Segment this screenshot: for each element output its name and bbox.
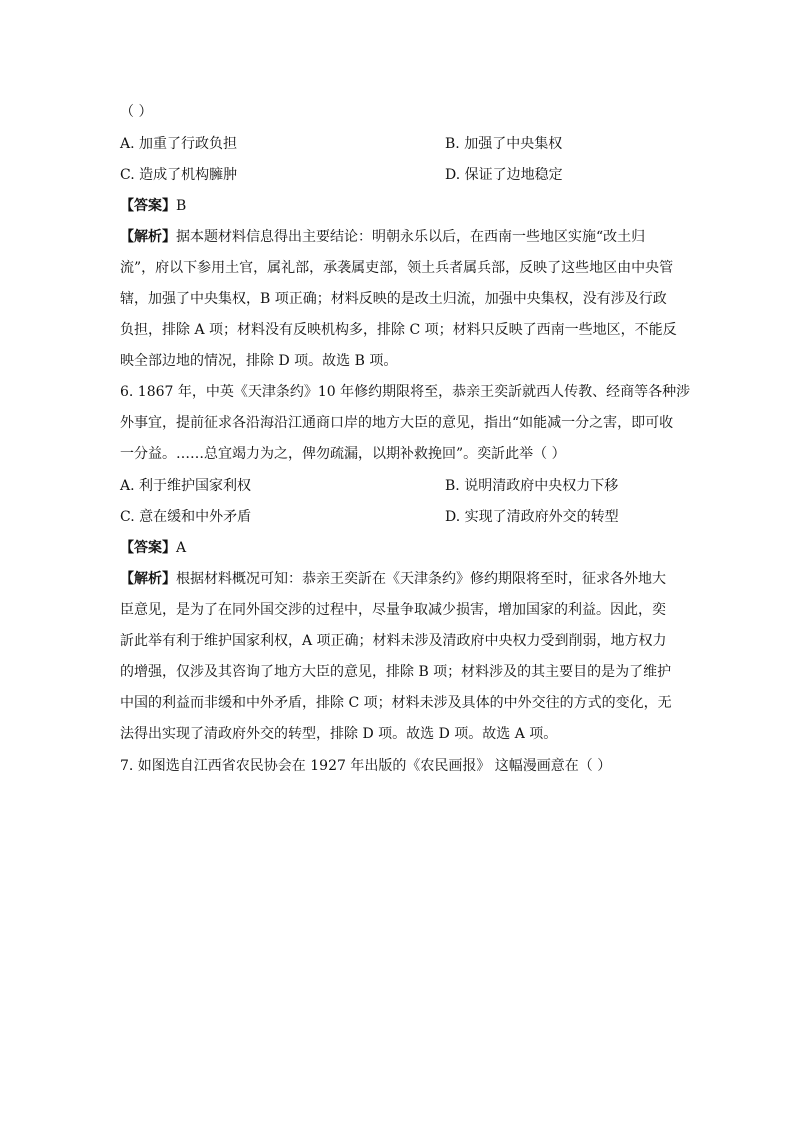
q5-option-c: C. 造成了机构臃肿 (120, 167, 238, 183)
q5-analysis-line-3: 辖，加强了中央集权，B 项正确；材料反映的是改土归流，加强中央集权，没有涉及行政 (120, 291, 667, 307)
q5-analysis-text-1: 据本题材料信息得出主要结论：明朝永乐以后，在西南一些地区实施“改土归 (176, 229, 646, 245)
q6-stem-line-2: 外事宜，提前征求各沿海沿江通商口岸的地方大臣的意见，指出“如能减一分之害，即可收 (120, 415, 674, 431)
q5-stem-tail: （ ） (120, 104, 153, 120)
q6-stem-line-3: 一分益。……总宜竭力为之，俾勿疏漏，以期补救挽回”。奕訢此举（ ） (120, 446, 566, 462)
q6-option-d: D. 实现了清政府外交的转型 (445, 509, 619, 525)
q6-analysis-line-2: 臣意见，是为了在同外国交涉的过程中，尽量争取减少损害，增加国家的利益。因此，奕 (120, 602, 666, 618)
q6-option-a: A. 利于维护国家利权 (120, 478, 252, 494)
q6-analysis-line-4: 的增强，仅涉及其咨询了地方大臣的意见，排除 B 项；材料涉及的其主要目的是为了维护 (120, 664, 672, 680)
q5-option-a: A. 加重了行政负担 (120, 136, 238, 152)
q6-analysis-line-1 (120, 569, 666, 589)
q7-stem: 7. 如图选自江西省农民协会在 1927 年出版的《农民画报》 这幅漫画意在（ ） (120, 758, 612, 774)
q5-analysis-label: 【解析】 (120, 229, 176, 245)
q5-analysis-line-5: 映全部边地的情况，排除 D 项。故选 B 项。 (120, 353, 398, 369)
q5-answer-label: 【答案】 (120, 198, 176, 214)
q6-stem-line-1: 6. 1867 年，中英《天津条约》10 年修约期限将至，恭亲王奕訢就西人传教、经商等各种涉 (120, 384, 691, 400)
q6-option-c: C. 意在缓和中外矛盾 (120, 509, 252, 525)
q6-analysis-label: 【解析】 (120, 571, 176, 587)
q6-answer-value: A (176, 540, 187, 556)
q6-analysis-line-3: 訢此举有利于维护国家利权，A 项正确；材料未涉及清政府中央权力受到削弱，地方权力 (120, 633, 667, 649)
q6-answer (120, 538, 186, 558)
q5-analysis-line-4: 负担，排除 A 项；材料没有反映机构多，排除 C 项；材料只反映了西南一些地区，不能反 (120, 322, 677, 338)
q6-analysis-line-6: 法得出实现了清政府外交的转型，排除 D 项。故选 D 项。故选 A 项。 (120, 726, 558, 742)
q5-option-d: D. 保证了边地稳定 (445, 167, 563, 183)
q5-analysis-line-2: 流”，府以下参用土官，属礼部，承袭属吏部，领土兵者属兵部，反映了这些地区由中央管 (120, 260, 674, 276)
q5-option-b: B. 加强了中央集权 (445, 136, 563, 152)
q5-answer (120, 196, 186, 216)
q6-analysis-line-5: 中国的利益而非缓和中外矛盾，排除 C 项；材料未涉及具体的中外交往的方式的变化，无 (120, 695, 672, 711)
q6-answer-label: 【答案】 (120, 540, 176, 556)
q6-option-b: B. 说明清政府中央权力下移 (445, 478, 619, 494)
q6-analysis-text-1: 根据材料概况可知：恭亲王奕訢在《天津条约》修约期限将至时，征求各外地大 (176, 571, 666, 587)
q5-answer-value: B (176, 198, 187, 214)
q5-analysis-line-1 (120, 227, 645, 247)
